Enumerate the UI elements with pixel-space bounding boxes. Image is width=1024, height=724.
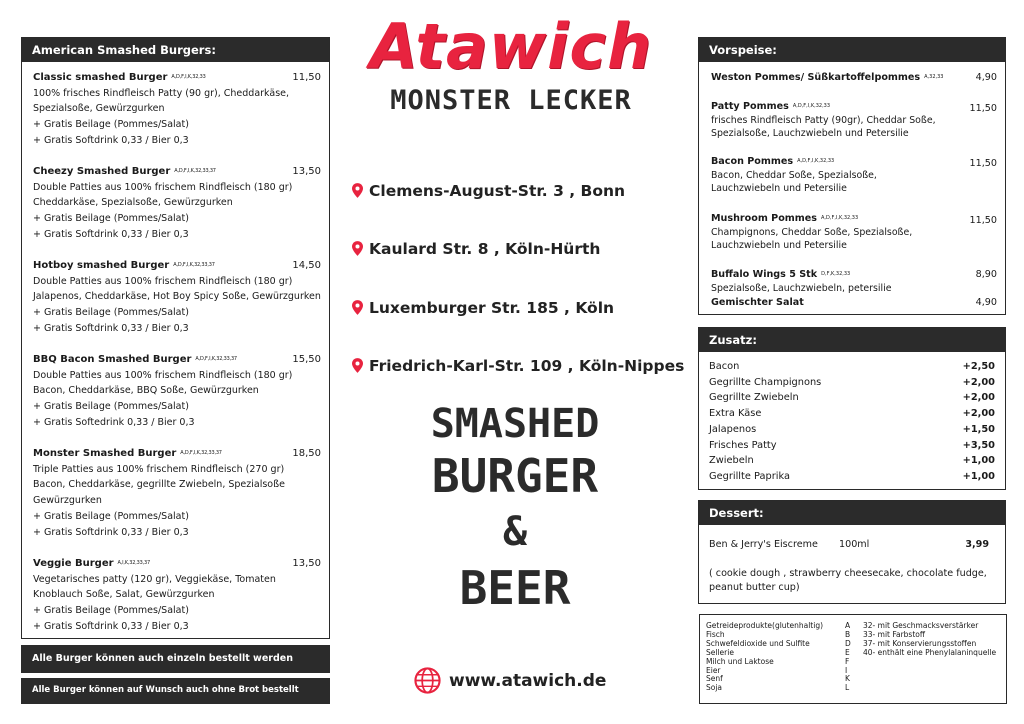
burger-name: Monster Smashed Burger	[33, 448, 177, 459]
burger-description-line: + Gratis Beilage (Pommes/Salat)	[33, 510, 189, 522]
zusatz-item	[709, 390, 995, 406]
burger-description-line: 100% frisches Rindfleisch Patty (90 gr), Cheddarkäse,	[33, 87, 290, 99]
burger-description-line: + Gratis Softdrink 0,33 / Bier 0,3	[33, 228, 189, 240]
vorspeise-description-line: Lauchzwiebeln und Petersilie	[711, 240, 847, 252]
slogan	[360, 400, 670, 616]
burger-description-line: Triple Patties aus 100% frischem Rindfleisch (270 gr)	[33, 463, 285, 475]
dessert-item	[709, 539, 989, 550]
vorspeise-name-row	[711, 155, 997, 169]
vorspeise-name-row	[711, 71, 997, 85]
vorspeise-description-line: frisches Rindfleisch Patty (90gr), Cheddar Soße,	[711, 114, 936, 126]
location-pin-icon	[352, 358, 363, 373]
burger-description-line: Double Patties aus 100% frischem Rindfleisch (180 gr)	[33, 275, 293, 287]
burger-description-line: Double Patties aus 100% frischem Rindfleisch (180 gr)	[33, 181, 293, 193]
zusatz-price: +3,50	[962, 439, 995, 451]
zusatz-heading: Zusatz:	[699, 328, 1005, 352]
allergen-letter: A	[845, 621, 851, 630]
burger-name: BBQ Bacon Smashed Burger	[33, 354, 192, 365]
address-text: Luxemburger Str. 185 , Köln	[369, 299, 615, 317]
burger-name: Veggie Burger	[33, 558, 114, 569]
address-bonn	[352, 182, 625, 200]
address-nippes	[352, 357, 684, 375]
burger-description-line: + Gratis Softdrink 0,33 / Bier 0,3	[33, 134, 189, 146]
burger-description-line: + Gratis Softdrink 0,33 / Bier 0,3	[33, 526, 189, 538]
allergen-name: Fisch	[706, 629, 725, 639]
vorspeise-name: Bacon Pommes	[711, 156, 794, 167]
burger-item	[33, 258, 321, 337]
burger-name-row	[33, 352, 321, 368]
burger-description-line: + Gratis Softdrink 0,33 / Bier 0,3	[33, 620, 189, 632]
dessert-flavors: ( cookie dough , strawberry cheesecake, chocolate fudge, peanut butter cup)	[709, 568, 987, 593]
allergen-name: Sellerie	[706, 647, 734, 657]
allergen-legend	[699, 614, 1007, 704]
zusatz-name: Extra Käse	[709, 408, 762, 420]
zusatz-item	[709, 375, 995, 391]
location-pin-icon	[352, 183, 363, 198]
slogan-line-ampersand: &	[502, 509, 528, 555]
burger-description-line: + Gratis Softedrink 0,33 / Bier 0,3	[33, 416, 195, 428]
zusatz-price: +2,00	[962, 408, 995, 420]
allergen-name: Soja	[706, 683, 723, 693]
vorspeise-name: Patty Pommes	[711, 101, 789, 112]
zusatz-name: Gegrillte Paprika	[709, 470, 790, 482]
allergen-codes: D,F,K,32,33	[821, 271, 851, 277]
vorspeise-item	[711, 155, 997, 196]
additive-item: 40- enthält eine Phenylalaninquelle	[863, 647, 997, 657]
zusatz-item	[709, 406, 995, 422]
slogan-line-beer: BEER	[459, 561, 571, 615]
additive-list	[863, 622, 996, 658]
burger-name: Hotboy smashed Burger	[33, 260, 170, 271]
vorspeise-name-row	[711, 100, 997, 114]
allergen-letter: F	[845, 656, 850, 666]
address-huerth	[352, 240, 600, 258]
burger-name-row	[33, 70, 321, 86]
zusatz-price: +2,50	[962, 361, 995, 372]
zusatz-price: +1,50	[962, 423, 995, 435]
note-single-order: Alle Burger können auch einzeln bestellt werden	[21, 645, 330, 673]
vorspeise-description-line: Champignons, Cheddar Soße, Spezialsoße,	[711, 226, 913, 238]
dessert-name: Ben & Jerry's Eiscreme	[709, 539, 818, 550]
allergen-codes: A,D,F,I,K,32,33	[821, 215, 859, 221]
burger-item	[33, 446, 321, 540]
additive-item: 32- mit Geschmacksverstärker	[863, 621, 979, 630]
zusatz-price: +2,00	[962, 376, 995, 388]
additive-item: 33- mit Farbstoff	[863, 629, 926, 639]
burger-description-line: Gewürzgurken	[33, 495, 102, 507]
globe-icon	[414, 667, 441, 694]
burger-description-line: Vegetarisches patty (120 gr), Veggiekäse, Tomaten	[33, 573, 276, 585]
vorspeise-item	[711, 212, 997, 253]
vorspeise-heading: Vorspeise:	[699, 38, 1005, 62]
burger-description-line: Cheddarkäse, Spezialsoße, Gewürzgurken	[33, 197, 233, 209]
slogan-line-burger: BURGER	[431, 449, 599, 503]
vorspeise-description-line: Lauchzwiebeln und Petersilie	[711, 183, 847, 195]
burger-description-line: Bacon, Cheddarkäse, BBQ Soße, Gewürzgurken	[33, 385, 259, 397]
burger-price: 13,50	[292, 558, 321, 569]
allergen-codes: A,I,K,32,33,37	[117, 560, 150, 566]
vorspeise-description-line: Spezialsoße, Lauchzwiebeln, petersilie	[711, 282, 892, 294]
burger-description-line: Bacon, Cheddarkäse, gegrillte Zwiebeln, Spezialsoße	[33, 479, 285, 491]
allergen-name: Milch und Laktose	[706, 656, 774, 666]
dessert-panel	[698, 500, 1006, 604]
address-luxemburger	[352, 299, 614, 317]
allergen-letter: B	[845, 629, 851, 639]
vorspeise-name-row	[711, 212, 997, 226]
allergen-letters	[845, 622, 851, 693]
vorspeise-name-row	[711, 268, 997, 282]
burger-item	[33, 70, 321, 149]
vorspeise-price: 4,90	[975, 297, 997, 308]
allergen-name: Schwefeldioxide und Sulfite	[706, 638, 810, 648]
burger-name-row	[33, 556, 321, 572]
zusatz-price: +1,00	[962, 455, 995, 467]
zusatz-name: Zwiebeln	[709, 455, 754, 467]
zusatz-name: Bacon	[709, 361, 740, 372]
dessert-price: 3,99	[965, 539, 989, 550]
burger-price: 15,50	[292, 354, 321, 365]
vorspeise-name: Weston Pommes/ Süßkartoffelpommes	[711, 72, 921, 83]
burger-description-line: + Gratis Beilage (Pommes/Salat)	[33, 307, 189, 319]
burger-description-line: Knoblauch Soße, Salat, Gewürzgurken	[33, 589, 215, 601]
allergen-letter: I	[845, 665, 848, 675]
brand-logo	[336, 12, 686, 118]
allergen-name: Eier	[706, 665, 721, 675]
burger-item	[33, 556, 321, 635]
allergen-letter: L	[845, 683, 850, 693]
allergen-codes: A,D,F,I,K,32,33,37	[180, 450, 222, 456]
vorspeise-name: Gemischter Salat	[711, 297, 804, 308]
vorspeise-price: 11,50	[969, 215, 997, 226]
zusatz-name: Jalapenos	[709, 423, 757, 435]
burger-price: 14,50	[292, 260, 321, 271]
zusatz-name: Frisches Patty	[709, 439, 777, 451]
allergen-name: Getreideprodukte(glutenhaltig)	[706, 621, 824, 630]
address-text: Kaulard Str. 8 , Köln-Hürth	[369, 240, 601, 258]
burger-description-line: Jalapenos, Cheddarkäse, Hot Boy Spicy Soße, Gewürzgurken	[33, 291, 321, 303]
allergen-codes: A,D,F,I,K,32,33	[797, 158, 835, 164]
slogan-line-smashed: SMASHED	[430, 401, 600, 447]
burgers-heading: American Smashed Burgers:	[22, 38, 329, 62]
burger-description-line: + Gratis Beilage (Pommes/Salat)	[33, 119, 189, 131]
burger-price: 11,50	[292, 72, 321, 83]
burger-item	[33, 164, 321, 243]
allergen-codes: A,D,F,I,K,32,33	[171, 74, 206, 80]
vorspeise-panel	[698, 37, 1006, 315]
burger-description-line: Double Patties aus 100% frischem Rindfleisch (180 gr)	[33, 369, 293, 381]
vorspeise-price: 4,90	[975, 72, 997, 83]
burger-name: Cheezy Smashed Burger	[33, 166, 171, 177]
brand-name: Atawich	[369, 10, 653, 83]
vorspeise-description-line: Spezialsoße, Lauchzwiebeln und Petersilie	[711, 128, 909, 140]
vorspeise-description-line: Bacon, Cheddar Soße, Spezialsoße,	[711, 169, 877, 181]
vorspeise-price: 11,50	[969, 158, 997, 169]
allergen-codes: A,32,33	[924, 74, 944, 80]
allergen-codes: A,D,F,I,K,32,33,37	[173, 262, 215, 268]
allergen-letter: E	[845, 647, 850, 657]
burger-price: 13,50	[292, 166, 321, 177]
zusatz-price: +1,00	[962, 470, 995, 482]
vorspeise-name-row	[711, 296, 997, 310]
burger-description-line: + Gratis Beilage (Pommes/Salat)	[33, 605, 189, 617]
note-no-bun: Alle Burger können auf Wunsch auch ohne Brot bestellt werden	[21, 678, 330, 704]
allergen-codes: A,D,F,I,K,32,33,37	[174, 168, 216, 174]
burger-name: Classic smashed Burger	[33, 72, 168, 83]
allergen-names	[706, 622, 823, 693]
vorspeise-price: 11,50	[969, 103, 997, 114]
zusatz-item	[709, 359, 995, 375]
burgers-panel	[21, 37, 330, 639]
burger-description-line: Spezialsoße, Gewürzgurken	[33, 103, 165, 115]
burger-name-row	[33, 258, 321, 274]
allergen-letter: K	[845, 674, 850, 684]
location-pin-icon	[352, 241, 363, 256]
vorspeise-item	[711, 296, 997, 310]
location-pin-icon	[352, 300, 363, 315]
brand-tagline: MONSTER LECKER	[390, 85, 632, 116]
address-text: Clemens-August-Str. 3 , Bonn	[369, 182, 626, 200]
zusatz-item	[709, 438, 995, 454]
vorspeise-price: 8,90	[975, 269, 997, 280]
burger-name-row	[33, 164, 321, 180]
zusatz-item	[709, 422, 995, 438]
vorspeise-name: Mushroom Pommes	[711, 213, 817, 224]
vorspeise-item	[711, 71, 997, 85]
burger-description-line: + Gratis Beilage (Pommes/Salat)	[33, 401, 189, 413]
website-text: www.atawich.de	[449, 671, 607, 691]
vorspeise-name: Buffalo Wings 5 Stk	[711, 269, 818, 280]
burger-item	[33, 352, 321, 431]
additive-item: 37- mit Konservierungsstoffen	[863, 638, 977, 648]
dessert-size: 100ml	[839, 539, 870, 550]
vorspeise-item	[711, 268, 997, 295]
zusatz-name: Gegrillte Zwiebeln	[709, 392, 799, 404]
allergen-letter: D	[845, 638, 851, 648]
zusatz-panel	[698, 327, 1006, 490]
vorspeise-item	[711, 100, 997, 141]
allergen-codes: A,D,F,I,K,32,33	[792, 103, 831, 109]
dessert-heading: Dessert:	[699, 501, 1005, 525]
burger-name-row	[33, 446, 321, 462]
burger-description-line: + Gratis Softdrink 0,33 / Bier 0,3	[33, 322, 189, 334]
burger-description-line: + Gratis Beilage (Pommes/Salat)	[33, 213, 189, 225]
address-text: Friedrich-Karl-Str. 109 , Köln-Nippes	[369, 357, 685, 375]
zusatz-name: Gegrillte Champignons	[709, 376, 822, 388]
allergen-codes: A,D,F,I,K,32,33,37	[195, 356, 237, 362]
zusatz-price: +2,00	[962, 392, 995, 404]
website-link[interactable]	[414, 667, 606, 694]
zusatz-item	[709, 469, 995, 485]
allergen-name: Senf	[706, 674, 723, 684]
burger-price: 18,50	[292, 448, 321, 459]
zusatz-item	[709, 453, 995, 469]
